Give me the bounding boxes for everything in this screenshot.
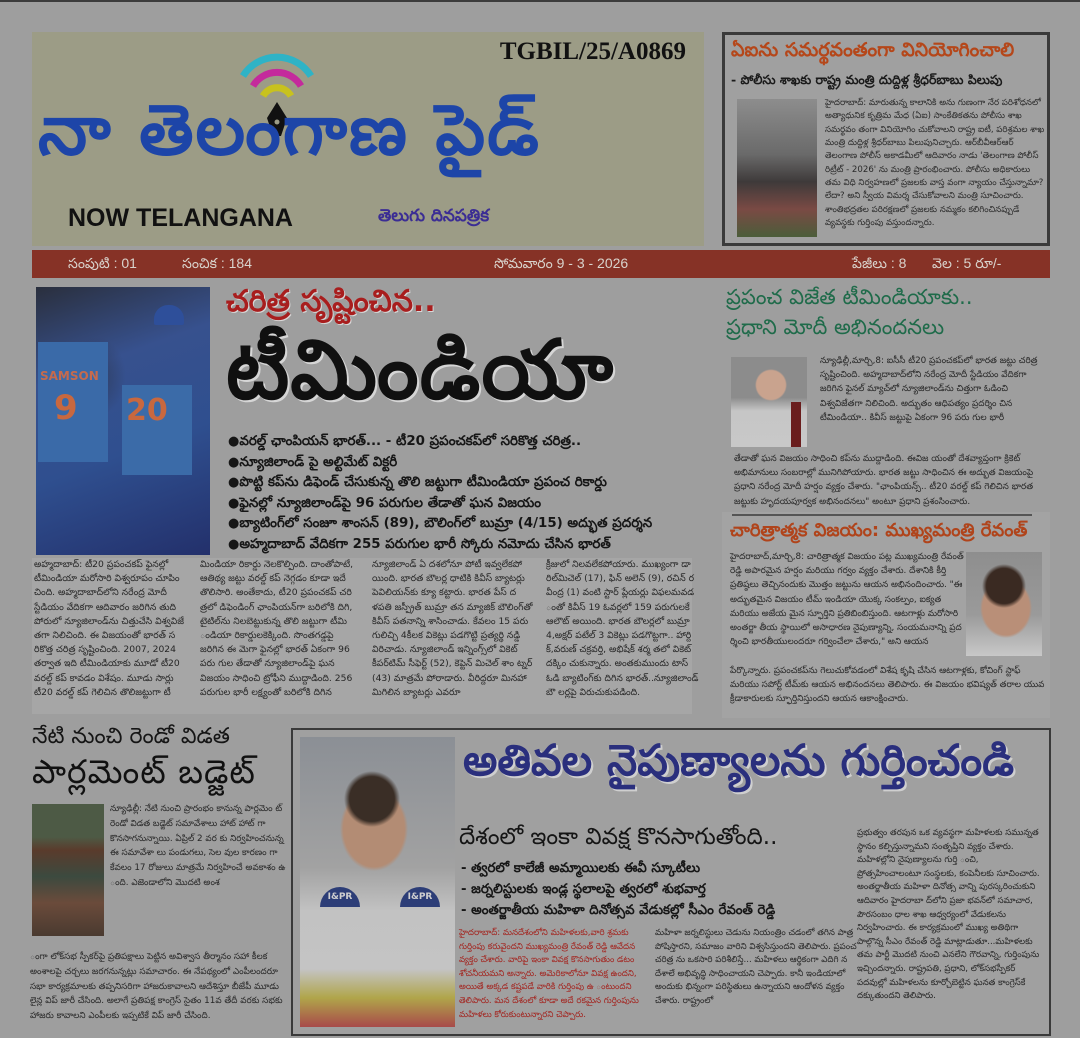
modi-photo <box>731 357 807 447</box>
registration-number: TGBIL/25/A0869 <box>499 38 686 65</box>
womens-story-body-right: ప్రభుత్వం తరపున ఒక వ్యవస్థగా మహిళలకు సమున్నత స్థానం కల్పిస్తున్నామని సంతృప్తిని వ్యక్తం చేశారు. మహిళల్లోని నైపుణ్యాలను గుర్తి ంచి, ప్రోత్సహించాలంటూ సంస్థలకు, కంపెనీలకు సూచించారు. అంతర్జాతీయ మహిళా దినోత్స వాన్ని పురస్కరించుకుని ఆదివారం హైదరాబా ద్‌లోని ప్రజా భవన్‌లో సమాచార, పౌరసంబం ధాల శాఖ ఆధ్వర్యంలో వేడుకలను నిర్వహించారు. ఈ కార్యక్రమంలో ముఖ్య అతిథిగా పాల్గొన్న సీఎం రేవంత్ రెడ్డి మాట్లాడుతూ...మహిళలకు తమ పార్టీ మొదటి నుంచి ఎనలేని గౌరవాన్ని, గుర్తింపును ఇచ్చిందన్నారు. రాష్ట్రపతి, ప్రధాని, లోక్‌సభస్పీకర్ పదవుల్లో మహిళలను కూర్చోబెట్టిన ఘనత కాంగ్రెస్‌కే దక్కుతుందని తెలిపారు. <box>857 828 1040 1002</box>
lead-story-bullets <box>228 432 718 556</box>
bullet-item: ● పొట్టి కప్‌ను డిఫెండ్ చేసుకున్న తొలి జట్టుగా టీమిండియా ప్రపంచ రికార్డు <box>228 473 718 494</box>
volume-number: సంపుటి : 01 <box>68 255 137 271</box>
mic-label: I&PR <box>400 887 440 907</box>
issue-info-bar <box>32 250 1050 278</box>
modi-story <box>722 282 1050 510</box>
womens-story-headline: అతివల నైపుణ్యాలను గుర్తించండి <box>463 736 1015 786</box>
bullet-item: - జర్నలిస్టులకు ఇండ్ల స్థలాలపై త్వరలో శుభవార్త <box>461 882 706 897</box>
cricket-celebration-photo <box>36 287 210 555</box>
mic-label: I&PR <box>320 887 360 907</box>
cm-speech-photo <box>300 737 455 1027</box>
bullet-item: ● న్యూజిలాండ్ పై అల్టిమేట్ విక్టరీ <box>228 453 718 474</box>
page-count: పేజీలు : 8 <box>852 255 907 271</box>
bullet-item: ● అహ్మదాబాద్ వేదికగా 255 పరుగుల భారీ స్కోరు నమోదు చేసిన భారత్ <box>228 535 718 556</box>
divider <box>732 514 1032 516</box>
newspaper-title-english: NOW TELANGANA <box>68 204 293 232</box>
ai-story-body: హైదరాబాద్: మారుతున్న కాలానికి అను గుణంగా నేర పరిశోధనలో అత్యాధునిక కృత్రిమ మేధ (ఏఐ) సాంకేతికతను పోలీసు శాఖ సమర్థవం తంగా వినియోగిం చుకోవాలని రాష్ట్ర ఐటీ, పరిశ్రమల శాఖ మంత్రి దుద్దిళ్ల శ్రీధర్‌బాబు పిలుపునిచ్చారు. ఆర్‌బీవీఆర్‌ఆర్ తెలంగాణ పోలీస్ అకాడమీలో ఆదివారం నాడు 'తెలంగాణ పోలీస్ రిట్రీట్ - 2026' ను మంత్రి ప్రారంభించారు. పోలీసు అధికారులు తమ విధి నిర్వహణలో ప్రజలకు వాస్త వంగా న్యాయం చేస్తున్నామా? లేదా? అని స్వీయ విమర్శ చేసుకోవాలని మంత్రి సూచించారు. శాంతిభద్రతల పరిరక్షణలో ప్రజలకు నమ్మకం కలిగించినప్పుడే వ్యవస్థకు గుర్తింపు వస్తుందన్నారు. <box>825 98 1045 228</box>
revanth-story-body-bottom: పేర్కొన్నారు. ప్రపంచకప్‌ను గెలుచుకోవడంలో విశేష కృషి చేసిన ఆటగాళ్లకు, కోచింగ్ స్టాఫ్ మరియు సపోర్ట్ టీమ్‌కు ఆయన అభినందనలు తెలిపారు. ఈ విజయం భవిష్యత్ తరాల యువ క్రీడాకారులకు స్ఫూర్తినిస్తుందని ఆయన ఆకాంక్షించారు. <box>730 666 1045 705</box>
price: వెల : 5 రూ/- <box>932 255 1002 271</box>
parliament-story-body-bottom: ంగా లోక్‌సభ స్పీకర్‌పై ప్రతిపక్షాలు పెట్టిన అవిశ్వాస తీర్మానం సహా కీలక అంశాలపై చర్చలు జరగనున్నట్లు సమాచారం. ఈ నేపథ్యంలో ఎంపీలందరూ సభా కార్యక్రమాలకు తప్పనిసరిగా హాజరుకావాలని ఆదేశిస్తూ బీజేపీ మూడు లైన్ల విప్ జారీ చేసింది. అలాగే ప్రతిపక్ష కాంగ్రెస్ సైతం 11వ తేదీ వరకు సభకు హాజరు కావాలని ఎంపీలకు ఇప్పటికే విప్ జారీ చేసింది. <box>30 952 283 1022</box>
revanth-photo <box>966 552 1042 656</box>
bullet-item: - అంతర్జాతీయ మహిళా దినోత్సవ వేడుకల్లో సీఎం రేవంత్ రెడ్డి <box>461 903 776 918</box>
modi-story-body-top: న్యూఢిల్లీ,మార్చి,8: ఐసీసీ టీ20 ప్రపంచకప్‌లో భారత జట్టు చరిత్ర సృష్టించింది. అహ్మదాబాద్‌లోని నరేంద్ర మోదీ స్టేడియం వేదికగా జరిగిన ఫైనల్ మ్యాచ్‌లో న్యూజిలాండ్‌ను చిత్తుగా ఓడించి విశ్వవిజేతగా నిలిచింది. అద్భుతం ఆధిపత్యం ప్రదర్శిం చిన టీమిండియా.. కివీస్ జట్టుపై ఏకంగా 96 పరు గుల భారీ <box>820 356 1038 423</box>
ai-story-subheadline: - పోలీసు శాఖకు రాష్ట్ర మంత్రి దుద్దిళ్ల శ్రీధర్‌బాబు పిలుపు <box>731 72 1003 87</box>
modi-story-headline-2: ప్రధాని మోదీ అభినందనలు <box>726 315 945 340</box>
minister-photo <box>737 99 817 237</box>
lead-story-column-4: క్రీజులో నిలవలేకపోయారు. ముఖ్యంగా డా రిల్‌మిచెల్ (17), ఫిన్ అలెన్ (9), రచిన్ ర వీంద్ర (1) వంటి స్టార్ ప్లేయర్లు విఫలమవడ ంతో కివీస్ 19 ఓవర్లలో 159 పరుగులకే ఆలౌట్ అయింది. భారత బౌలర్లలో బుమ్రా 4,అక్షర్ పటేల్ 3 వికెట్లు పడగొట్టగా.. హార్ది క్,వరుణ్ చక్రవర్తి, అభిషేక్ శర్మ తలో వికెట్ దక్కిం చుకున్నారు. అంతకుముందు టాస్ ఓడి బ్యాటింగ్‌కు దిగిన భారత్..న్యూజిలాండ్ బౌ లర్లపై విరుచుకుపడింది. <box>546 559 699 698</box>
bullet-item: ● వరల్డ్ ఛాంపియన్ భారత్... - టీ20 ప్రపంచకప్‌లో సరికొత్త చరిత్ర.. <box>228 432 718 453</box>
issue-number: సంచిక : 184 <box>182 255 252 271</box>
newspaper-title-telugu: నా తెలంగాణ పైడ్ <box>38 89 541 171</box>
bullet-item: - త్వరలో కాలేజీ అమ్మాయిలకు ఈవీ స్కూటీలు <box>461 861 701 876</box>
womens-story-subheadline: దేశంలో ఇంకా వివక్ష కొనసాగుతోంది.. <box>459 824 778 850</box>
modi-story-headline-1: ప్రపంచ విజేత టీమిండియాకు.. <box>726 285 973 309</box>
lead-story-headline: టీమిండియా <box>226 323 615 418</box>
lead-story-column-2: మిండియా రికార్డు నెలకొల్పింది. దాంతోపాటే, ఆతిథ్య జట్టు వరల్డ్ కప్ నెగ్గడం కూడా ఇదే తొలిసారి. అంతేకాదు, టీ20 ప్రపంచకప్ చరి త్రలో డిఫెండింగ్ ఛాంపియన్‌గా బరిలోకి దిగి, టైటిల్‌ను నిలబెట్టుకున్న తొలి జట్టుగా టీమి ండియా రికార్డులకెక్కింది. సొంతగడ్డపై జరిగిన ఈ మెగా ఫైనల్లో భారత్ ఏకంగా 96 పరు గుల తేడాతో న్యూజిలాండ్‌పై ఘన విజయం సాధించి ట్రోఫీని ముద్దాడింది. 256 పరుగుల భారీ లక్ష్యంతో బరిలోకి దిగిన <box>200 559 353 698</box>
player-cap <box>154 305 184 325</box>
parliament-story-kicker: నేటి నుంచి రెండో విడత <box>32 724 230 749</box>
womens-day-story <box>291 728 1051 1036</box>
player-jersey-samson: SAMSON 9 <box>38 342 108 462</box>
modi-story-body-bottom: తేడాతో ఘన విజయం సాధించి కప్‌ను ముద్దాడింది. ఈవిజ యంతో దేశవ్యాప్తంగా క్రికెట్ అభిమానులు సంబరాల్లో మునిగిపోయారు. భారత జట్టు సాధించిన ఈ అద్భుత విజయంపై ప్రధాని నరేంద్ర మోదీ హర్షం వ్యక్తం చేశారు. "ఛాంపియన్స్.. టీ20 వరల్డ్ కప్ గెలిచిన భారత జట్టుకు హృదయపూర్వక అభినందనలు" అంటూ ప్రధాని ప్రశంసించారు. <box>734 454 1034 507</box>
top-border <box>0 0 1080 2</box>
lead-story-column-3: న్యూజిలాండ్ ఏ దశలోనూ పోటీ ఇవ్వలేకపో యింది. భారత బౌలర్ల ధాటికి కివీస్ బ్యాటర్లు పెవిలియన్‌కు క్యూ కట్టారు. భారత పేస్ ద ళపతి జస్ప్రీత్ బుమ్రా తన మ్యాజిక్ బౌలింగ్‌తో కివీస్ పతనాన్ని శాసించాడు. కేవలం 15 పరు గులిచ్చి 4కీలక వికెట్లు పడగొట్టి ప్రత్యర్థి నడ్డి విరిచాడు. న్యూజిలాండ్ ఇన్నింగ్స్‌లో వికెట్ కీపర్‌టిమ్ సీఫెర్ట్ (52), కెప్టెన్ మిచెల్ శాం ట్నర్ (43) మాత్రమే పోరాడారు. వీరిద్దరూ మినహా మిగిలిన బ్యాటర్లు ఎవరూ <box>372 559 533 698</box>
lead-story-column-1: అహ్మదాబాద్: టీ20 ప్రపంచకప్ ఫైనల్లో టీమిండియా మరోసారి విశ్వరూపం చూపిం చింది. అహ్మదాబాద్‌లోని నరేంద్ర మోదీ స్టేడియం వేదికగా ఆదివారం జరిగిన తుది పోరులో న్యూజిలాండ్‌ను చిత్తుచేసి విశ్వవిజే తగా నిలిచింది. ఈ విజయంతో భారత్ స రికొత్త చరిత్ర సృష్టించింది. 2007, 2024 తర్వాత ఇది టీమిండియాకు మూడో టీ20 వరల్డ్ కప్ కావడం విశేషం. మూడు సార్లు టీ20 వరల్డ్ కప్ గెలిచిన తొలిజట్టుగా టీ <box>34 559 184 698</box>
ai-story-headline: ఏఐను సమర్థవంతంగా వినియోగించాలి <box>731 39 1015 61</box>
parliament-photo <box>32 804 104 936</box>
newspaper-subtitle: తెలుగు దినపత్రిక <box>378 206 490 226</box>
lead-story-kicker: చరిత్ర సృష్టించిన.. <box>226 284 436 319</box>
parliament-story-headline: పార్లమెంట్ బడ్జెట్ <box>32 752 256 791</box>
revanth-story-headline: చారిత్రాత్మక విజయం: ముఖ్యమంత్రి రేవంత్ <box>730 520 1028 541</box>
masthead <box>32 32 704 246</box>
womens-story-body-middle: మహిళా జర్నలిస్టులు చెడును నియంత్రిం చడంలో తగిన పాత్ర పోషిస్తారని, సమాజం వారిని విశ్వసిస్తుందని తెలిపారు. ప్రపంచ చరిత్ర ను ఒకసారి పరిశీలిస్తే... మహిళలు ఆర్థికంగా ఎదిగి న దేశాలే అభివృద్ధి సాధించాయని చెప్పారు. కానీ ఇండియాలో అందుకు భిన్నంగా పరిస్థితులు ఉన్నాయని ఆందోళన వ్యక్తం చేశారు. రాష్ట్రంలో <box>655 928 857 1006</box>
issue-date: సోమవారం 9 - 3 - 2026 <box>494 255 629 271</box>
parliament-story-body-top: న్యూఢిల్లీ: నేటి నుంచి ప్రారంభం కానున్న పార్లమెం ట్ రెండో విడత బడ్జెట్ సమావేశాలు హాట్ హాట్ గా కొనసాగనున్నాయి. ఏప్రిల్ 2 వర కు నిర్వహించనున్న ఈ సమావేశా లు పండుగలు, సెల వుల కారణం గా కేవలం 17 రోజులు మాత్రమే నిర్వహించే అవకాశం ఉ ంది. ఎజెండాలోని మొదటి అంశ <box>110 804 286 888</box>
bullet-item: ● ఫైనల్లో న్యూజిలాండ్‌పై 96 పరుగుల తేడాతో ఘన విజయం <box>228 494 718 515</box>
womens-story-bullets <box>461 858 775 921</box>
womens-story-body-highlight: హైదరాబాద్: మనదేశంలోని మహిళలకు,వారి శ్రమకు గుర్తింపు కరువైందని ముఖ్యమంత్రి రేవంత్ రెడ్డి ఆవేదన వ్యక్తం చేశారు. వారిపై ఇంకా వివక్ష కొనసాగుతుం డటం శోచనీయమని అన్నారు. అమెరికాలోనూ వివక్ష ఉందని, అయితే అక్కడ కష్టపడే వారికి గుర్తింపు ఉ ంటుందని తెలిపారు. మన దేశంలో కూడా అదే రకమైన గుర్తింపును మహిళలు కోరుకుంటున్నారని చెప్పారు. <box>459 928 639 1020</box>
ai-story-box <box>722 32 1050 246</box>
player-jersey-20: 20 <box>122 385 192 475</box>
revanth-story <box>722 512 1050 718</box>
bullet-item: ● బ్యాటింగ్‌లో సంజూ శాంసన్ (89), బౌలింగ్‌లో బుమ్రా (4/15) అద్భుత ప్రదర్శన <box>228 514 718 535</box>
revanth-story-body-top: హైదరాబాద్,మార్చి,8: చారిత్రాత్మక విజయం పట్ల ముఖ్యమంత్రి రేవంత్ రెడ్డి అపారమైన హర్షం మరియు గర్వం వ్యక్తం చేశారు. దేశానికి కీర్తి ప్రతిష్ఠలు తెచ్చినందుకు మొత్తం జట్టును ఆయన అభినందించారు. "ఈ అద్భుతమైన విజయం టీమ్ ఇండియా యొక్క సంకల్పం, ఐక్యత మరియు అజేయ మైన స్ఫూర్తిని ప్రతిబింబిస్తుంది. ఆటగాళ్లు మరోసారి అంతర్జా తీయ స్థాయిలో అసాధారణ నైపుణ్యాన్ని, సంయమనాన్ని ప్రద ర్శించి భారతీయులందరూ గర్వించేలా చేశారు," అని ఆయన <box>730 552 964 648</box>
